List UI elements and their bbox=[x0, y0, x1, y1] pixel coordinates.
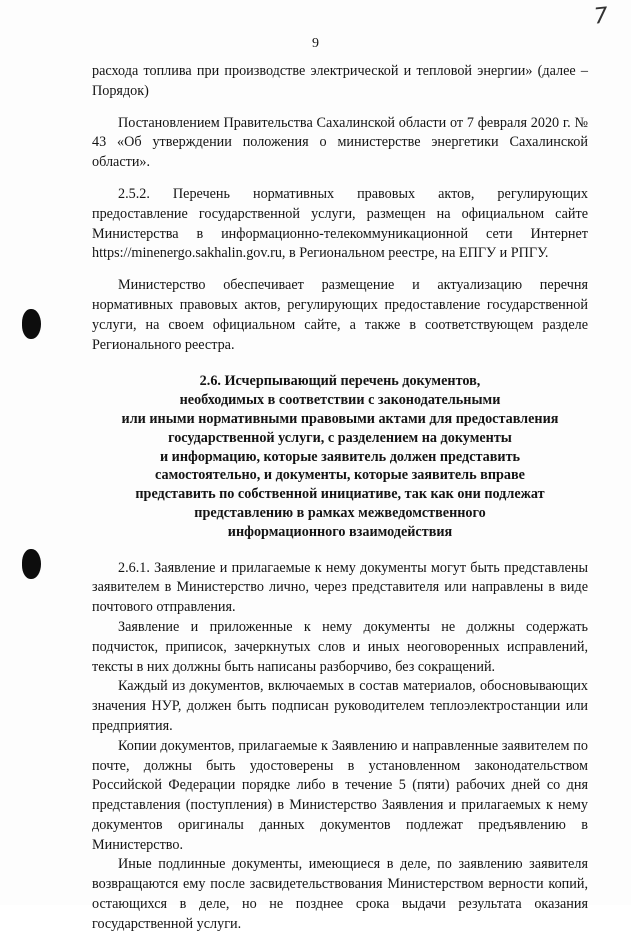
paragraph: Министерство обеспечивает размещение и актуализацию перечня нормативных правовых актов, регулирующих предоставление государственной услуги, на своем официальном сайте, а также в соответствующем разделе Регионального реестра. bbox=[92, 277, 588, 353]
paragraph: Каждый из документов, включаемых в состав материалов, обосновывающих значения НУР, должен быть подписан руководителем теплоэлектростанции или предприятия. bbox=[92, 678, 588, 734]
section-title bbox=[92, 372, 588, 541]
section-title-line: информационного взаимодействия bbox=[227, 523, 453, 540]
section-title-line: необходимых в соответствии с законодательными bbox=[179, 392, 501, 409]
punch-hole-mark bbox=[22, 309, 41, 339]
paragraph: 2.6.1. Заявление и прилагаемые к нему документы могут быть представлены заявителем в Министерство лично, через представителя или направлены в виде почтового отправления. bbox=[92, 559, 588, 616]
section-title-line: самостоятельно, и документы, которые заявитель вправе bbox=[155, 467, 525, 484]
punch-hole-mark bbox=[22, 549, 41, 579]
paragraph: расхода топлива при производстве электрической и тепловой энергии» (далее – Порядок) bbox=[92, 63, 588, 99]
document-body bbox=[92, 62, 588, 935]
paragraph: 2.5.2. Перечень нормативных правовых актов, регулирующих предоставление государственной услуги, размещен на официальном сайте Министерства в информационно-телекоммуникационной сети Интернет https://minenergo.sakhalin.gov.ru, в Региональном реестре, на ЕПГУ и РПГУ. bbox=[92, 185, 588, 262]
paragraph: Заявление и приложенные к нему документы не должны содержать подчисток, приписок, зачеркнутых слов и иных неоговоренных исправлений, тексты в них должны быть написаны разборчиво, без сокращений. bbox=[92, 618, 588, 675]
paragraph: Копии документов, прилагаемые к Заявлению и направленные заявителем по почте, должны быть удостоверены в установленном законодательством Российской Федерации порядке либо в течение 5 (пяти) рабочих дней со дня представления (поступления) в Министерство Заявления и прилагаемых к нему документов оригиналы данных документов подлежат предъявлению в Министерство. bbox=[92, 737, 588, 853]
section-title-line: 2.6. Исчерпывающий перечень документов, bbox=[199, 373, 481, 390]
section-title-line: и информацию, которые заявитель должен представить bbox=[159, 448, 521, 465]
section-title-line: представить по собственной инициативе, так как они подлежат bbox=[135, 486, 545, 503]
handwritten-page-mark: 7 bbox=[592, 3, 610, 30]
page-number: 9 bbox=[312, 36, 319, 51]
section-title-line: государственной услуги, с разделением на документы bbox=[168, 429, 512, 446]
section-title-line: или иными нормативными правовыми актами для предоставления bbox=[121, 410, 559, 427]
paragraph: Иные подлинные документы, имеющиеся в деле, по заявлению заявителя возвращаются ему после засвидетельствования Министерством верности копий, остающихся в деле, но не позднее срока выдачи результата оказания государственной услуги. bbox=[92, 856, 588, 932]
paragraph: Постановлением Правительства Сахалинской области от 7 февраля 2020 г. № 43 «Об утверждении положения о министерстве энергетики Сахалинской области». bbox=[92, 114, 588, 171]
section-title-line: представлению в рамках межведомственного bbox=[194, 504, 486, 521]
